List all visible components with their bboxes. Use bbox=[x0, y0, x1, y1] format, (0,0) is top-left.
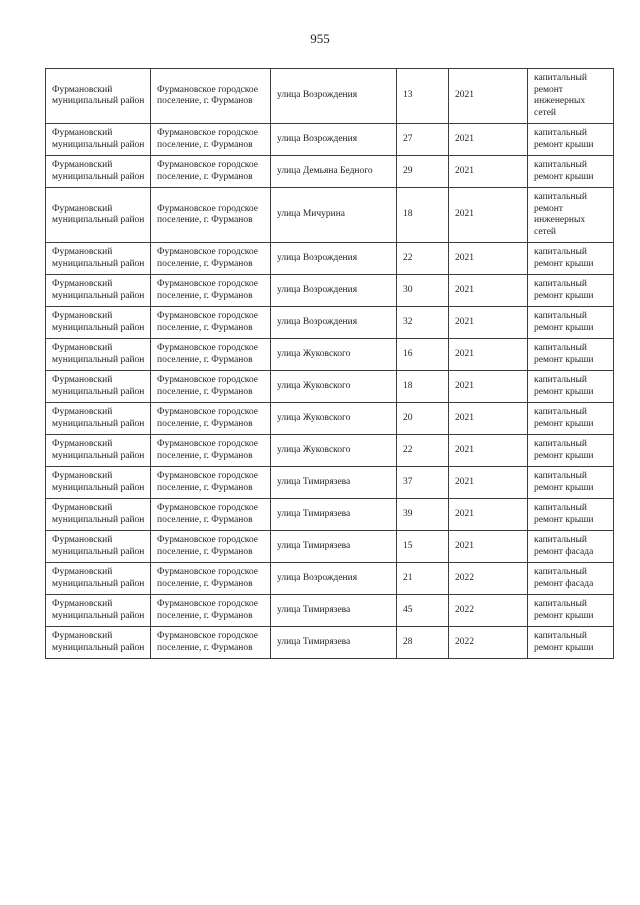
cell-street: улица Жуковского bbox=[271, 403, 397, 435]
cell-street: улица Тимирязева bbox=[271, 531, 397, 563]
cell-year: 2021 bbox=[449, 403, 528, 435]
cell-work-type: капитальный ремонт крыши bbox=[528, 371, 614, 403]
cell-settlement: Фурмановское городское поселение, г. Фурманов bbox=[151, 124, 271, 156]
cell-year: 2021 bbox=[449, 467, 528, 499]
cell-year: 2021 bbox=[449, 435, 528, 467]
cell-work-type: капитальный ремонт крыши bbox=[528, 499, 614, 531]
table-row bbox=[46, 595, 614, 627]
cell-work-type: капитальный ремонт крыши bbox=[528, 307, 614, 339]
cell-year: 2021 bbox=[449, 156, 528, 188]
cell-house-number: 13 bbox=[397, 69, 449, 124]
cell-street: улица Тимирязева bbox=[271, 595, 397, 627]
cell-year: 2021 bbox=[449, 188, 528, 243]
cell-settlement: Фурмановское городское поселение, г. Фурманов bbox=[151, 467, 271, 499]
table-row bbox=[46, 563, 614, 595]
table-row bbox=[46, 435, 614, 467]
cell-work-type: капитальный ремонт крыши bbox=[528, 243, 614, 275]
cell-house-number: 28 bbox=[397, 627, 449, 659]
cell-district: Фурмановский муниципальный район bbox=[46, 467, 151, 499]
cell-work-type: капитальный ремонт крыши bbox=[528, 627, 614, 659]
cell-house-number: 21 bbox=[397, 563, 449, 595]
cell-settlement: Фурмановское городское поселение, г. Фурманов bbox=[151, 403, 271, 435]
cell-year: 2021 bbox=[449, 69, 528, 124]
cell-district: Фурмановский муниципальный район bbox=[46, 627, 151, 659]
cell-year: 2021 bbox=[449, 307, 528, 339]
cell-year: 2021 bbox=[449, 371, 528, 403]
cell-district: Фурмановский муниципальный район bbox=[46, 124, 151, 156]
cell-street: улица Тимирязева bbox=[271, 627, 397, 659]
cell-district: Фурмановский муниципальный район bbox=[46, 435, 151, 467]
cell-settlement: Фурмановское городское поселение, г. Фурманов bbox=[151, 563, 271, 595]
cell-district: Фурмановский муниципальный район bbox=[46, 307, 151, 339]
table-row bbox=[46, 627, 614, 659]
cell-work-type: капитальный ремонт инженерных сетей bbox=[528, 69, 614, 124]
cell-work-type: капитальный ремонт крыши bbox=[528, 275, 614, 307]
page-number: 955 bbox=[310, 31, 330, 46]
cell-street: улица Тимирязева bbox=[271, 467, 397, 499]
cell-district: Фурмановский муниципальный район bbox=[46, 595, 151, 627]
cell-settlement: Фурмановское городское поселение, г. Фурманов bbox=[151, 339, 271, 371]
cell-settlement: Фурмановское городское поселение, г. Фурманов bbox=[151, 435, 271, 467]
cell-district: Фурмановский муниципальный район bbox=[46, 371, 151, 403]
repairs-table bbox=[45, 68, 614, 659]
cell-district: Фурмановский муниципальный район bbox=[46, 531, 151, 563]
table-row bbox=[46, 403, 614, 435]
table-row bbox=[46, 156, 614, 188]
cell-district: Фурмановский муниципальный район bbox=[46, 499, 151, 531]
cell-year: 2021 bbox=[449, 499, 528, 531]
cell-work-type: капитальный ремонт фасада bbox=[528, 563, 614, 595]
cell-street: улица Жуковского bbox=[271, 339, 397, 371]
table-row bbox=[46, 339, 614, 371]
cell-settlement: Фурмановское городское поселение, г. Фурманов bbox=[151, 371, 271, 403]
cell-work-type: капитальный ремонт крыши bbox=[528, 339, 614, 371]
table-row bbox=[46, 307, 614, 339]
cell-settlement: Фурмановское городское поселение, г. Фурманов bbox=[151, 307, 271, 339]
table-row bbox=[46, 124, 614, 156]
cell-house-number: 22 bbox=[397, 243, 449, 275]
table-row bbox=[46, 371, 614, 403]
cell-settlement: Фурмановское городское поселение, г. Фурманов bbox=[151, 243, 271, 275]
cell-street: улица Возрождения bbox=[271, 69, 397, 124]
table-row bbox=[46, 69, 614, 124]
repairs-table-body bbox=[46, 69, 614, 659]
cell-settlement: Фурмановское городское поселение, г. Фурманов bbox=[151, 627, 271, 659]
cell-work-type: капитальный ремонт фасада bbox=[528, 531, 614, 563]
cell-house-number: 45 bbox=[397, 595, 449, 627]
cell-street: улица Возрождения bbox=[271, 124, 397, 156]
cell-district: Фурмановский муниципальный район bbox=[46, 563, 151, 595]
cell-house-number: 20 bbox=[397, 403, 449, 435]
cell-street: улица Возрождения bbox=[271, 563, 397, 595]
cell-year: 2021 bbox=[449, 243, 528, 275]
table-row bbox=[46, 275, 614, 307]
cell-settlement: Фурмановское городское поселение, г. Фурманов bbox=[151, 499, 271, 531]
cell-street: улица Демьяна Бедного bbox=[271, 156, 397, 188]
cell-settlement: Фурмановское городское поселение, г. Фурманов bbox=[151, 595, 271, 627]
cell-house-number: 32 bbox=[397, 307, 449, 339]
cell-house-number: 29 bbox=[397, 156, 449, 188]
cell-house-number: 22 bbox=[397, 435, 449, 467]
cell-house-number: 39 bbox=[397, 499, 449, 531]
cell-settlement: Фурмановское городское поселение, г. Фурманов bbox=[151, 531, 271, 563]
cell-work-type: капитальный ремонт крыши bbox=[528, 595, 614, 627]
cell-work-type: капитальный ремонт инженерных сетей bbox=[528, 188, 614, 243]
cell-street: улица Жуковского bbox=[271, 435, 397, 467]
cell-street: улица Возрождения bbox=[271, 243, 397, 275]
cell-street: улица Тимирязева bbox=[271, 499, 397, 531]
table-row bbox=[46, 188, 614, 243]
cell-district: Фурмановский муниципальный район bbox=[46, 275, 151, 307]
cell-district: Фурмановский муниципальный район bbox=[46, 69, 151, 124]
cell-work-type: капитальный ремонт крыши bbox=[528, 435, 614, 467]
cell-year: 2021 bbox=[449, 124, 528, 156]
cell-settlement: Фурмановское городское поселение, г. Фурманов bbox=[151, 188, 271, 243]
table-row bbox=[46, 467, 614, 499]
cell-house-number: 27 bbox=[397, 124, 449, 156]
cell-year: 2021 bbox=[449, 531, 528, 563]
cell-year: 2022 bbox=[449, 563, 528, 595]
table-row bbox=[46, 499, 614, 531]
table-row bbox=[46, 531, 614, 563]
cell-year: 2021 bbox=[449, 339, 528, 371]
cell-house-number: 18 bbox=[397, 188, 449, 243]
cell-street: улица Жуковского bbox=[271, 371, 397, 403]
cell-year: 2021 bbox=[449, 275, 528, 307]
cell-district: Фурмановский муниципальный район bbox=[46, 188, 151, 243]
cell-work-type: капитальный ремонт крыши bbox=[528, 156, 614, 188]
cell-house-number: 37 bbox=[397, 467, 449, 499]
cell-settlement: Фурмановское городское поселение, г. Фурманов bbox=[151, 69, 271, 124]
cell-district: Фурмановский муниципальный район bbox=[46, 403, 151, 435]
cell-district: Фурмановский муниципальный район bbox=[46, 243, 151, 275]
cell-year: 2022 bbox=[449, 595, 528, 627]
cell-street: улица Мичурина bbox=[271, 188, 397, 243]
cell-street: улица Возрождения bbox=[271, 307, 397, 339]
cell-district: Фурмановский муниципальный район bbox=[46, 156, 151, 188]
cell-house-number: 18 bbox=[397, 371, 449, 403]
cell-work-type: капитальный ремонт крыши bbox=[528, 403, 614, 435]
cell-year: 2022 bbox=[449, 627, 528, 659]
cell-house-number: 16 bbox=[397, 339, 449, 371]
cell-work-type: капитальный ремонт крыши bbox=[528, 467, 614, 499]
cell-work-type: капитальный ремонт крыши bbox=[528, 124, 614, 156]
cell-house-number: 15 bbox=[397, 531, 449, 563]
cell-settlement: Фурмановское городское поселение, г. Фурманов bbox=[151, 156, 271, 188]
table-row bbox=[46, 243, 614, 275]
cell-house-number: 30 bbox=[397, 275, 449, 307]
cell-district: Фурмановский муниципальный район bbox=[46, 339, 151, 371]
cell-settlement: Фурмановское городское поселение, г. Фурманов bbox=[151, 275, 271, 307]
cell-street: улица Возрождения bbox=[271, 275, 397, 307]
